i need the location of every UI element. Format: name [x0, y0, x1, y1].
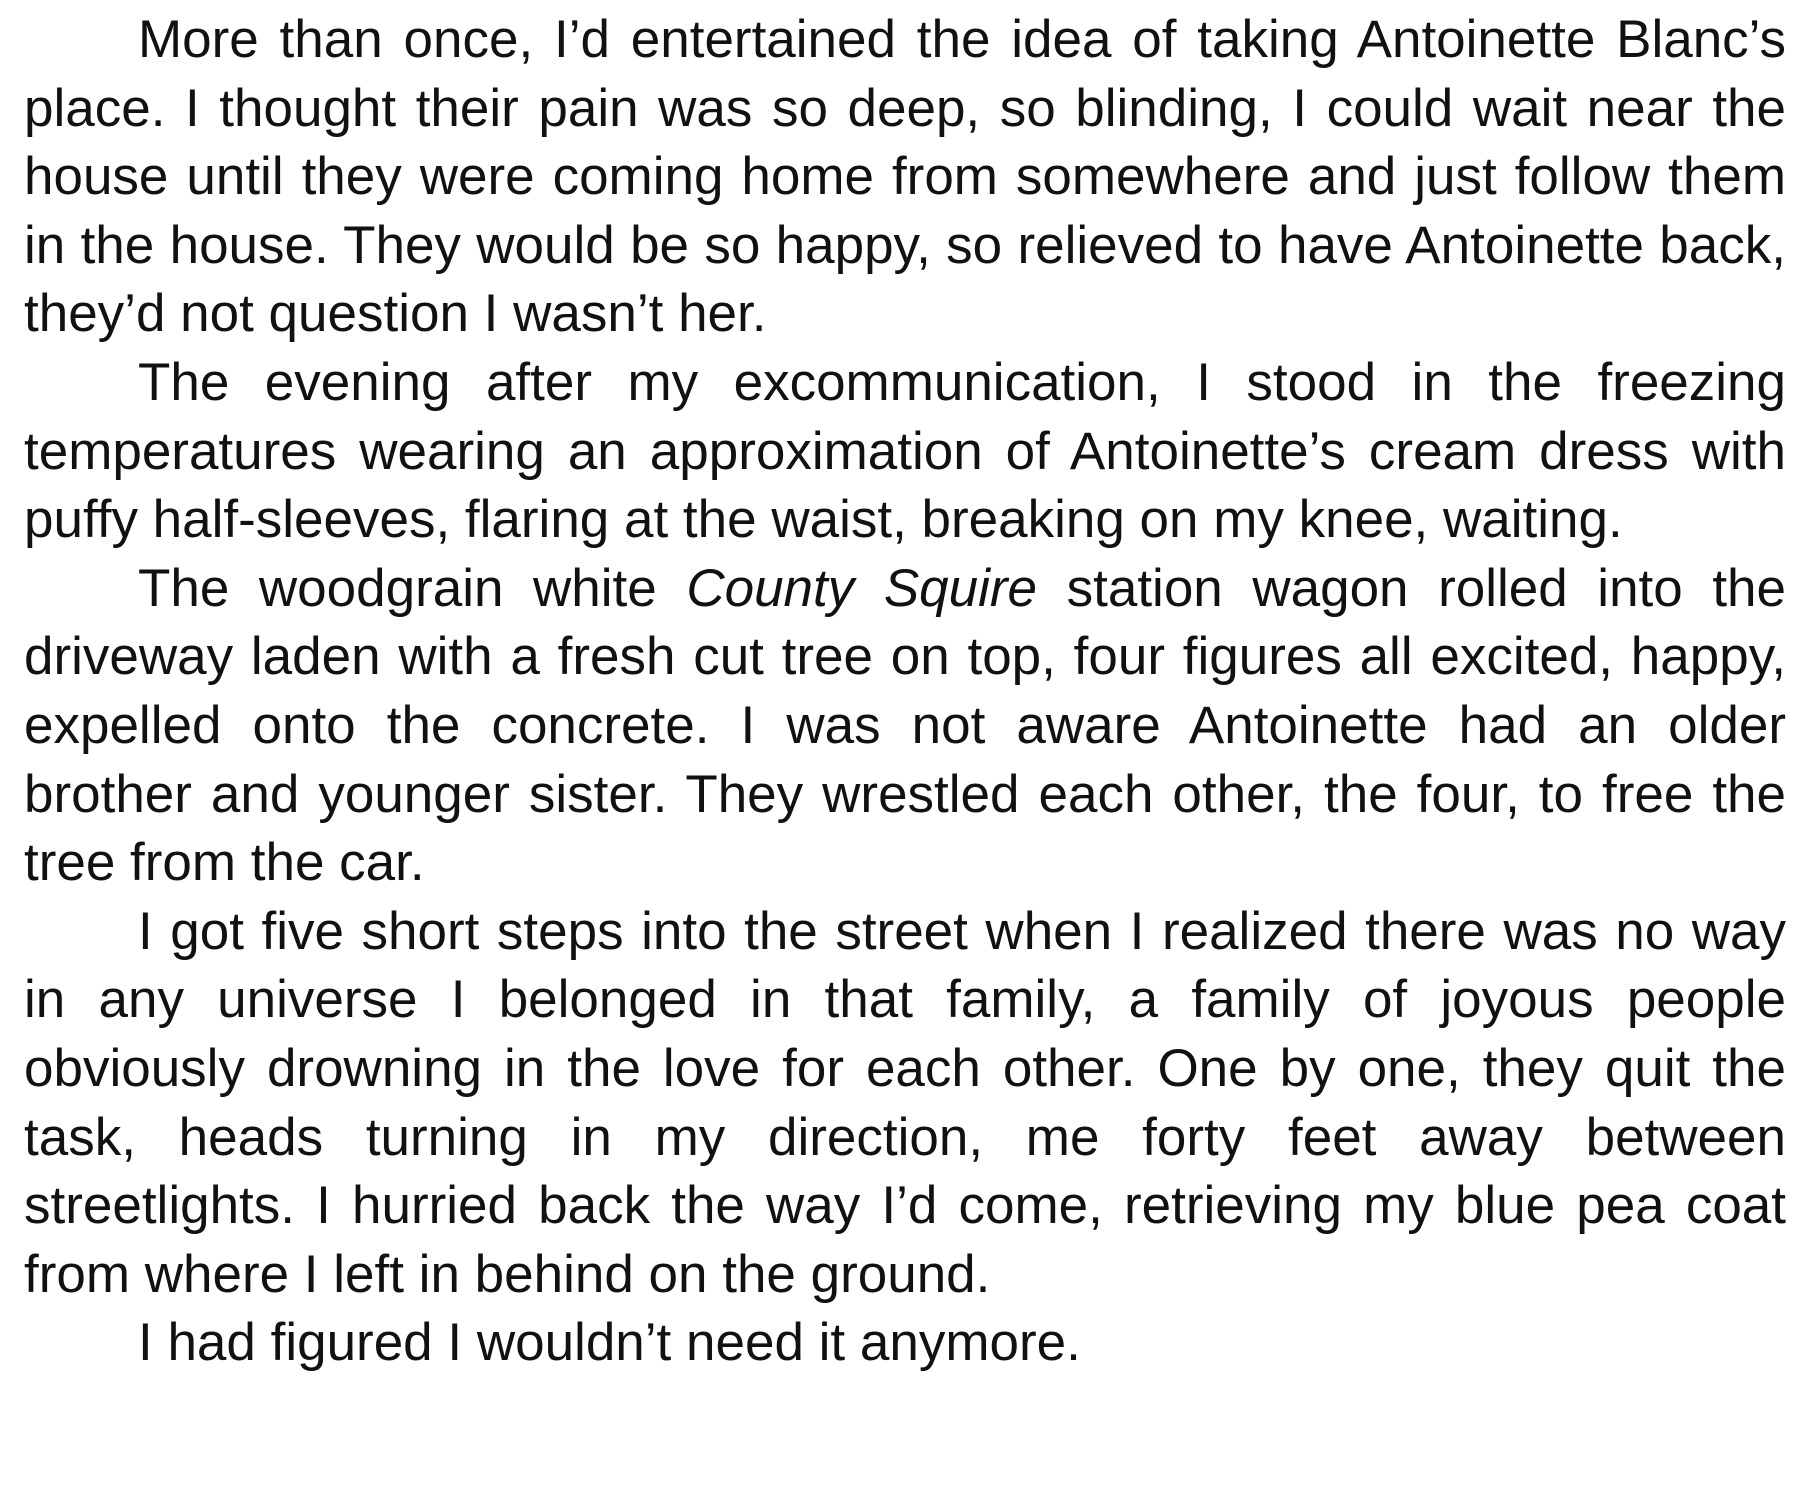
paragraph-text: I got five short steps into the street when I realized there was no way in any universe I belonged in that family, a family of joyous people obviously drowning in the love for each other. One by one, they quit the task, heads turning in my direction, me forty feet away between streetlights. I hurried back the way I’d come, retrieving my blue pea coat from where I left in behind on the ground.	[24, 901, 1786, 1304]
paragraph-text: station wagon rolled into the driveway laden with a fresh cut tree on top, four figures all excited, happy, expelled onto the concrete. I was not aware Antoinette had an older brother and younger sister. They wrestled each other, the four, to free the tree from the car.	[24, 558, 1786, 893]
document-page	[24, 6, 1786, 1378]
paragraph-3	[24, 555, 1786, 898]
paragraph-text: I had figured I wouldn’t need it anymore.	[138, 1313, 1081, 1373]
italic-title-county-squire: County Squire	[686, 558, 1038, 618]
paragraph-4	[24, 898, 1786, 1310]
paragraph-1	[24, 6, 1786, 349]
paragraph-text: More than once, I’d entertained the idea of taking Antoinette Blanc’s place. I thought their pain was so deep, so blinding, I could wait near the house until they were coming home from somewhere and just follow them in the house. They would be so happy, so relieved to have Antoinette back, they’d not question I wasn’t her.	[24, 10, 1786, 344]
paragraph-text: The evening after my excommunication, I stood in the freezing temperatures wearing an approximation of Antoinette’s cream dress with puffy half-sleeves, flaring at the waist, breaking on my knee, waiting.	[24, 352, 1786, 550]
paragraph-2	[24, 349, 1786, 555]
paragraph-5	[24, 1309, 1786, 1378]
paragraph-text: The woodgrain white	[138, 558, 687, 618]
